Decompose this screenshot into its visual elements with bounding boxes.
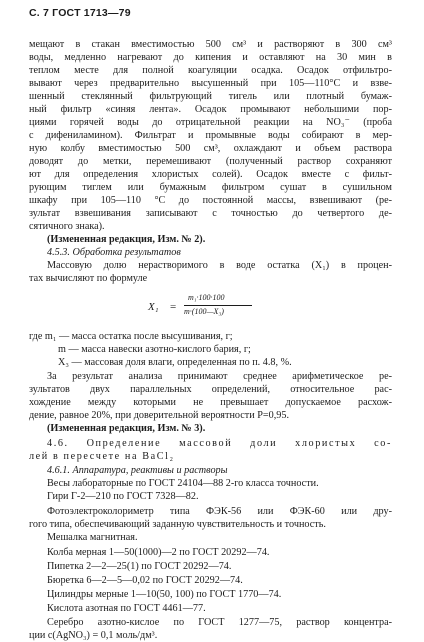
formula	[148, 291, 268, 321]
text-line: мещают в стакан вместимостью 500 см³ и растворяют в 300 см³	[29, 39, 392, 50]
text-line: рующим тиглем или бумажным фильтром сушат в сушильном	[29, 182, 392, 193]
text-line: шкафу при 105—110 °С до постоянной массы, взвешивают (ре-	[29, 195, 392, 206]
revision-note: (Измененная редакция, Изм. № 3).	[47, 423, 206, 434]
list-item: Серебро азотно-кислое по ГОСТ 1277—75, раствор концентра-	[47, 617, 392, 628]
list-item: Гири Г-2—210 по ГОСТ 7328—82.	[47, 491, 199, 502]
formula-numerator: m₁·100·100	[188, 293, 225, 302]
text-line: доводят до метки, перемешивают (полученный раствор сохраняют	[29, 156, 392, 167]
text-line: вывают через предварительно высушенный при 105—110°С и взве-	[29, 78, 392, 89]
formula-denominator: m·(100—X₃)	[184, 307, 224, 316]
list-item: Колба мерная 1—50(1000)—2 по ГОСТ 20292—74.	[47, 547, 270, 558]
section-heading: 4.6.1. Аппаратура, реактивы и растворы	[47, 465, 228, 476]
legend-line: где m₁ — масса остатка после высушивания, г;	[29, 331, 233, 342]
text-line: гого типа, обеспечивающий заданную чувствительность и точность.	[29, 519, 326, 530]
text-line: сятичного знака).	[29, 221, 105, 232]
list-item: Бюретка 6—2—5—0,02 по ГОСТ 20292—74.	[47, 575, 243, 586]
text-line: с дифениламином). Фильтрат и промывные воды собирают в мер-	[29, 130, 392, 141]
text-line: зультатов двух параллельных определений, относительное рас-	[29, 384, 392, 395]
text-line: воды, медленно нагревают до кипения и оставляют на 30 мин в	[29, 52, 392, 63]
text-line: ют для определения хлористых солей). Осадок вместе с фильт-	[29, 169, 392, 180]
text-line: За результат анализа принимают среднее арифметическое ре-	[47, 371, 392, 382]
text-line: ции с(AgNO₃) = 0,1 моль/дм³.	[29, 630, 158, 641]
list-item: Весы лабораторные по ГОСТ 24104—88 2-го класса точности.	[47, 478, 319, 489]
text-line: тах вычисляют по формуле	[29, 273, 148, 284]
revision-note: (Измененная редакция, Изм. № 2).	[47, 234, 206, 245]
page-header: С. 7 ГОСТ 1713—79	[29, 7, 131, 19]
list-item: Фотоэлектроколориметр типа ФЭК-56 или ФЭК-60 или дру-	[47, 506, 392, 517]
text-line: дение, равное 20%, при доверительной вероятности P=0,95.	[29, 410, 290, 421]
list-item: Пипетка 2—2—25(1) по ГОСТ 20292—74.	[47, 561, 232, 572]
section-heading: 4.6. Определение массовой доли хлористых со-	[47, 438, 392, 449]
text-line: теплом месте для полной коагуляции осадка. Осадок отфильтро-	[29, 65, 392, 76]
legend-line: X₃ — массовая доля влаги, определенная по п. 4.8, %.	[58, 357, 292, 368]
formula-equals: =	[170, 301, 177, 313]
legend-line: m — масса навески азотно-кислого бария, г;	[58, 344, 251, 355]
section-heading: 4.5.3. Обработка результатов	[47, 247, 181, 258]
formula-lhs: X₁	[148, 301, 159, 313]
text-line: Массовую долю нерастворимого в воде остатка (X₁) в процен-	[47, 260, 392, 271]
text-line: ную колбу вместимостью 500 см³, охлаждают и объем раствора	[29, 143, 392, 154]
text-line: ный фильтр «синяя лента». Осадок промывают небольшими пор-	[29, 104, 392, 115]
section-heading: лей в пересчете на BaCl₂	[29, 451, 175, 462]
text-line: хождение между которыми не превышает допускаемое расхож-	[29, 397, 392, 408]
list-item: Мешалка магнитная.	[47, 532, 138, 543]
fraction-bar	[184, 305, 252, 306]
list-item: Кислота азотная по ГОСТ 4461—77.	[47, 603, 206, 614]
text-line: циями горячей воды до отрицательной реакции на NO₃⁻ (проба	[29, 117, 392, 128]
list-item: Цилиндры мерные 1—10(50, 100) по ГОСТ 1770—74.	[47, 589, 282, 600]
text-line: зультат взвешивания записывают с точностью до четвертого де-	[29, 208, 392, 219]
text-line: шенный стеклянный фильтрующий тигель или плотный бумаж-	[29, 91, 392, 102]
